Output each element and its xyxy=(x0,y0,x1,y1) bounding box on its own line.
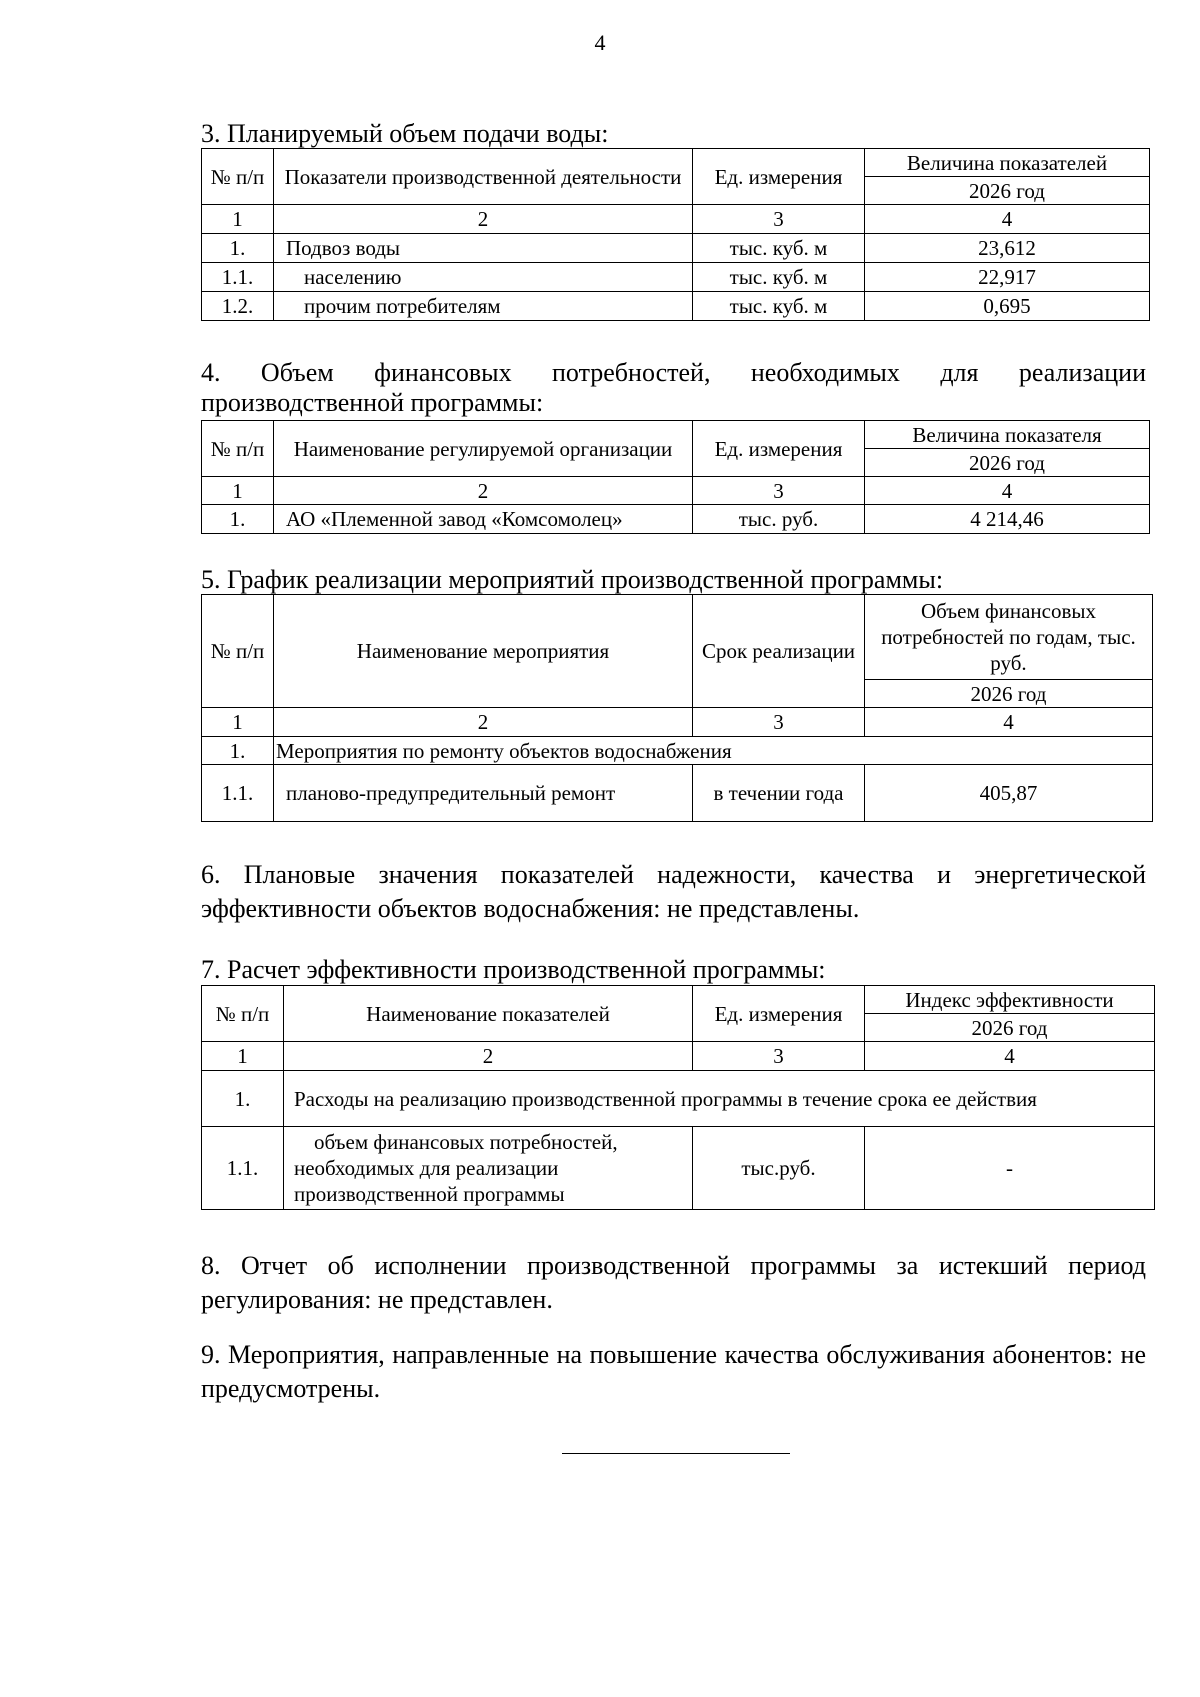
section-8-text: 8. Отчет об исполнении производственной программы за истекший период регулирования: не представлен. xyxy=(201,1251,1146,1314)
table-row xyxy=(202,234,1150,263)
financial-needs-table xyxy=(201,420,1150,534)
col-number: 2 xyxy=(274,205,693,234)
group-row xyxy=(202,1071,1155,1127)
row-name: прочим потребителям xyxy=(274,292,693,321)
col-number: 4 xyxy=(865,1042,1155,1071)
row-num: 1. xyxy=(202,737,274,765)
row-unit: тыс. куб. м xyxy=(693,263,865,292)
col-number: 2 xyxy=(274,477,693,505)
table-row xyxy=(202,263,1150,292)
row-value: - xyxy=(865,1127,1155,1210)
col-number: 1 xyxy=(202,205,274,234)
header-year: 2026 год xyxy=(865,449,1150,477)
header-event: Наименование мероприятия xyxy=(274,595,693,708)
row-unit: тыс. куб. м xyxy=(693,292,865,321)
section-3-title: 3. Планируемый объем подачи воды: xyxy=(201,119,609,148)
row-name: Подвоз воды xyxy=(274,234,693,263)
row-name: Расходы на реализацию производственной программы в течение срока ее действия xyxy=(284,1071,1155,1127)
header-num: № п/п xyxy=(202,595,274,708)
table-row xyxy=(202,765,1153,822)
header-num: № п/п xyxy=(202,421,274,477)
col-number: 3 xyxy=(693,205,865,234)
header-value: Величина показателей xyxy=(865,149,1150,177)
table-row xyxy=(202,1127,1155,1210)
row-num: 1. xyxy=(202,1071,284,1127)
row-num: 1.1. xyxy=(202,765,274,822)
row-num: 1.1. xyxy=(202,1127,284,1210)
row-name: Мероприятия по ремонту объектов водоснабжения xyxy=(274,737,1153,765)
water-supply-table xyxy=(201,148,1150,321)
row-value: 0,695 xyxy=(865,292,1150,321)
col-number: 1 xyxy=(202,708,274,737)
col-number: 4 xyxy=(865,708,1153,737)
row-num: 1.1. xyxy=(202,263,274,292)
col-number: 3 xyxy=(693,708,865,737)
header-year: 2026 год xyxy=(865,177,1150,205)
row-name: планово-предупредительный ремонт xyxy=(274,765,693,822)
row-term: в течении года xyxy=(693,765,865,822)
header-year: 2026 год xyxy=(865,680,1153,708)
row-value: 405,87 xyxy=(865,765,1153,822)
header-year: 2026 год xyxy=(865,1014,1155,1042)
section-4-title: 4. Объем финансовых потребностей, необходимых для реализации производственной программы: xyxy=(201,358,1146,417)
header-num: № п/п xyxy=(202,149,274,205)
col-number: 1 xyxy=(202,477,274,505)
header-index: Индекс эффективности xyxy=(865,986,1155,1014)
header-unit: Ед. измерения xyxy=(693,421,865,477)
section-9-text: 9. Мероприятия, направленные на повышение качества обслуживания абонентов: не предусмотрены. xyxy=(201,1340,1146,1403)
header-term: Срок реализации xyxy=(693,595,865,708)
group-row xyxy=(202,737,1153,765)
efficiency-table xyxy=(201,985,1155,1210)
header-unit: Ед. измерения xyxy=(693,149,865,205)
row-unit: тыс. куб. м xyxy=(693,234,865,263)
section-7-title: 7. Расчет эффективности производственной программы: xyxy=(201,955,826,984)
row-value: 23,612 xyxy=(865,234,1150,263)
row-unit: тыс.руб. xyxy=(693,1127,865,1210)
row-num: 1.2. xyxy=(202,292,274,321)
row-value: 4 214,46 xyxy=(865,505,1150,534)
row-unit: тыс. руб. xyxy=(693,505,865,534)
header-unit: Ед. измерения xyxy=(693,986,865,1042)
header-volume: Объем финансовых потребностей по годам, тыс. руб. xyxy=(865,595,1153,680)
row-name: объем финансовых потребностей, необходимых для реализации производственной программы xyxy=(284,1127,693,1210)
col-number: 2 xyxy=(274,708,693,737)
header-indicator: Наименование показателей xyxy=(284,986,693,1042)
header-value: Величина показателя xyxy=(865,421,1150,449)
row-num: 1. xyxy=(202,505,274,534)
header-num: № п/п xyxy=(202,986,284,1042)
table-row xyxy=(202,505,1150,534)
row-num: 1. xyxy=(202,234,274,263)
col-number: 3 xyxy=(693,477,865,505)
col-number: 4 xyxy=(865,477,1150,505)
page-number: 4 xyxy=(594,30,606,55)
row-value: 22,917 xyxy=(865,263,1150,292)
row-name: АО «Племенной завод «Комсомолец» xyxy=(274,505,693,534)
section-6-text: 6. Плановые значения показателей надежности, качества и энергетической эффективности объектов водоснабжения: не представлены. xyxy=(201,860,1146,923)
end-rule xyxy=(562,1453,790,1454)
col-number: 2 xyxy=(284,1042,693,1071)
section-5-title: 5. График реализации мероприятий производственной программы: xyxy=(201,565,944,594)
table-row xyxy=(202,292,1150,321)
row-name: населению xyxy=(274,263,693,292)
header-org: Наименование регулируемой организации xyxy=(274,421,693,477)
col-number: 3 xyxy=(693,1042,865,1071)
col-number: 1 xyxy=(202,1042,284,1071)
schedule-table xyxy=(201,594,1153,822)
col-number: 4 xyxy=(865,205,1150,234)
header-indicator: Показатели производственной деятельности xyxy=(274,149,693,205)
